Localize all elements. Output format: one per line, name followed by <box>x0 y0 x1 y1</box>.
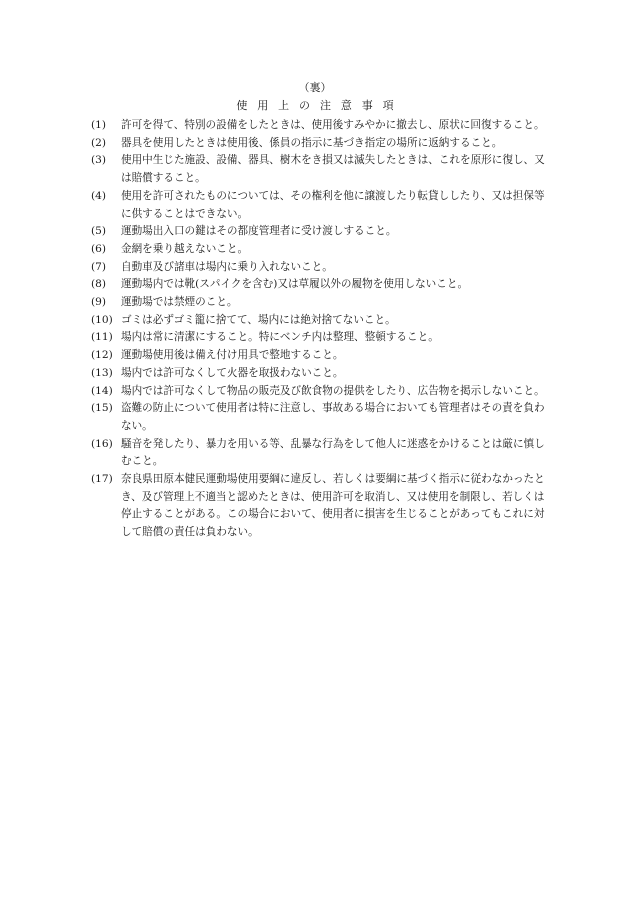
notice-list <box>91 117 547 542</box>
notice-item-number: (17) <box>91 473 113 486</box>
notice-item <box>91 365 547 383</box>
notice-item-text: 場内では許可なくして火器を取扱わないこと。 <box>121 366 344 379</box>
notice-item-text: 金網を乗り越えないこと。 <box>121 242 249 255</box>
notice-item-text: 騒音を発したり、暴力を用いる等、乱暴な行為をして他人に迷惑をかけることは厳に慎しむこと。 <box>121 437 545 468</box>
notice-item-text: 自動車及び諸車は場内に乗り入れないこと。 <box>121 260 333 273</box>
notice-item-text: 運動場では禁煙のこと。 <box>121 296 238 309</box>
notice-item-number: (4) <box>91 189 107 202</box>
notice-item-number: (5) <box>91 225 107 238</box>
notice-item-number: (16) <box>91 437 113 450</box>
notice-item-number: (10) <box>91 313 113 326</box>
reverse-side-label: （裏） <box>298 81 332 94</box>
notice-item-number: (15) <box>91 402 113 415</box>
notice-item <box>91 241 547 259</box>
notice-item <box>91 471 547 542</box>
notice-item-text: 運動場使用後は備え付け用具で整地すること。 <box>121 349 344 362</box>
notice-item <box>91 329 547 347</box>
notice-item-number: (12) <box>91 349 113 362</box>
notice-item <box>91 347 547 365</box>
notice-item-text: 使用中生じた施設、設備、器具、樹木をき損又は滅失したときは、これを原形に復し、又は賠償すること。 <box>121 154 545 185</box>
notice-item <box>91 152 547 187</box>
notice-item-number: (1) <box>91 119 107 131</box>
notice-item-text: 許可を得て、特別の設備をしたときは、使用後すみやかに撤去し、原状に回復すること。 <box>121 119 545 131</box>
notice-item-text: 奈良県田原本健民運動場使用要綱に違反し、若しくは要綱に基づく指示に従わなかったとき、及び管理上不適当と認めたときは、使用許可を取消し、又は使用を制限し、若しくは停止することがある。この場合において、使用者に損害を生じることがあってもこれに対して賠償の責任は負わない。 <box>121 473 545 539</box>
notice-item-text: 盗難の防止について使用者は特に注意し、事故ある場合においても管理者はその責を負わない。 <box>121 402 545 432</box>
notice-item-text: 使用を許可されたものについては、その権利を他に譲渡したり転貸ししたり、又は担保等に供することはできない。 <box>121 189 545 220</box>
notice-item-number: (9) <box>91 296 107 309</box>
notice-item <box>91 188 547 223</box>
notice-item <box>91 117 547 135</box>
notice-item-text: 場内は常に清潔にすること。特にベンチ内は整理、整頓すること。 <box>121 331 439 344</box>
notice-item <box>91 312 547 330</box>
notice-item-text: 場内では許可なくして物品の販売及び飲食物の提供をしたり、広告物を掲示しないこと。 <box>121 384 545 397</box>
notice-item <box>91 259 547 277</box>
notice-item <box>91 400 547 435</box>
notice-item-number: (3) <box>91 154 107 167</box>
notice-item <box>91 436 547 471</box>
notice-item-text: ゴミは必ずゴミ籠に捨てて、場内には絶対捨てないこと。 <box>121 313 396 326</box>
notice-item-number: (14) <box>91 384 113 397</box>
notice-item <box>91 135 547 153</box>
notice-item-number: (8) <box>91 278 107 291</box>
notice-item <box>91 383 547 401</box>
notice-item <box>91 276 547 294</box>
notice-item <box>91 223 547 241</box>
document-title: 使用上の注意事項 <box>236 99 404 112</box>
notice-item-text: 運動場出入口の鍵はその都度管理者に受け渡しすること。 <box>121 225 397 238</box>
notice-item-text: 運動場内では靴(スパイクを含む)又は草履以外の履物を使用しないこと。 <box>121 278 469 291</box>
notice-item-number: (13) <box>91 366 113 379</box>
notice-item-number: (6) <box>91 242 107 255</box>
notice-item-number: (2) <box>91 136 107 149</box>
notice-item <box>91 294 547 312</box>
notice-item-number: (7) <box>91 260 107 273</box>
notice-item-number: (11) <box>91 331 113 344</box>
notice-item-text: 器具を使用したときは使用後、係員の指示に基づき指定の場所に返納すること。 <box>121 136 503 149</box>
